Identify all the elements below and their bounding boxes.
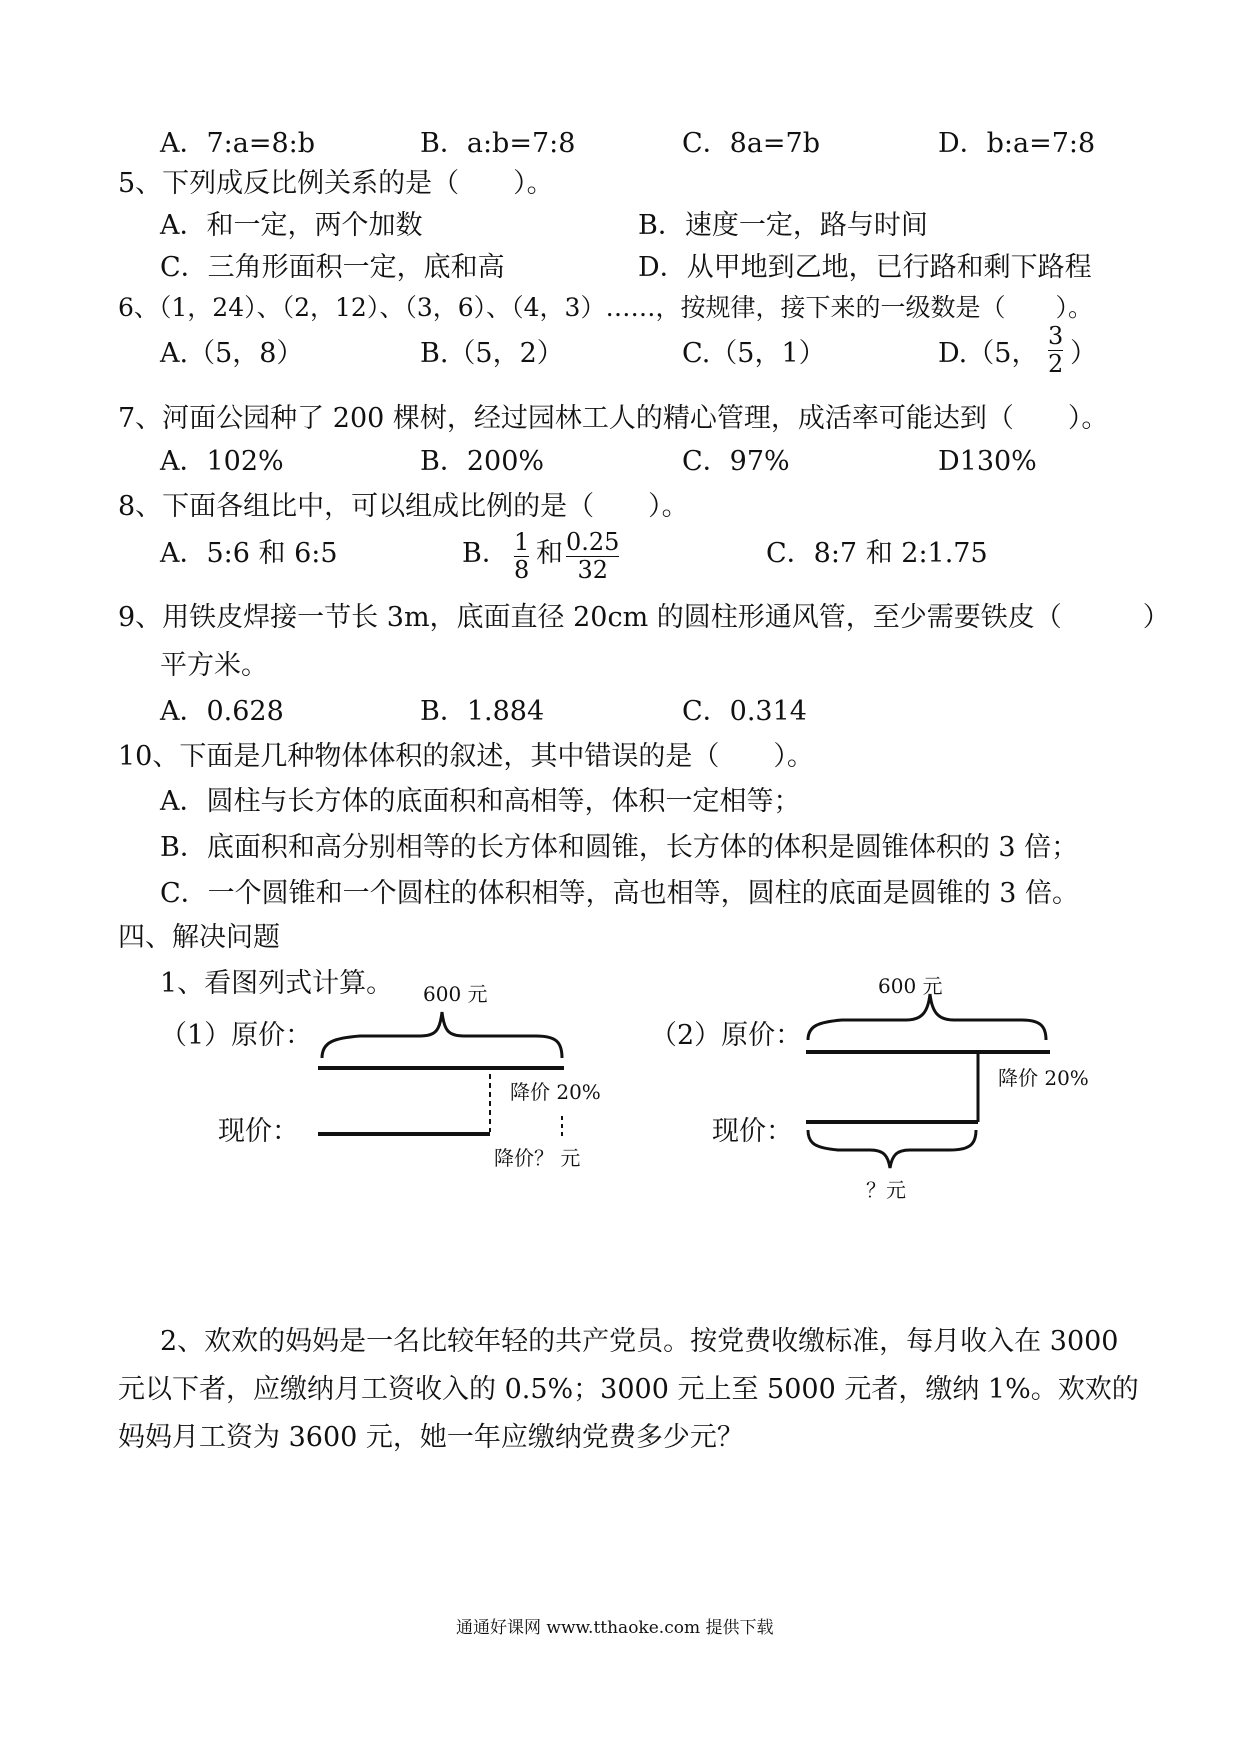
fraction-numerator: 0.25 [566,528,620,556]
q5-option-d: D．从甲地到乙地，已行路和剩下路程 [638,252,1092,283]
problem-2-line-3: 妈妈月工资为 3600 元，她一年应缴纳党费多少元？ [118,1422,744,1453]
diagram-2-bottom-label: ？元 [866,1178,906,1202]
q5-option-b: B．速度一定，路与时间 [638,210,928,241]
diagram-2-bottom-brace [808,1130,976,1168]
fraction-denominator: 2 [1048,350,1064,379]
q4-option-b: B．a:b=7:8 [420,128,576,159]
diagram-1-current-price-label: 现价： [218,1116,299,1147]
q8-option-b-prefix: B． [462,538,509,569]
diagram-1-cut-amount-label: 降价？ 元 [494,1146,581,1170]
problem-1-stem: 1、看图列式计算。 [160,968,394,999]
problem-2-line-1: 2、欢欢的妈妈是一名比较年轻的共产党员。按党费收缴标准，每月收入在 3000 [160,1326,1119,1357]
q4-option-c: C．8a=7b [682,128,821,159]
q9-stem: 9、用铁皮焊接一节长 3m，底面直径 20cm 的圆柱形通风管，至少需要铁皮（ ） [118,602,1170,633]
diagram-2-top-brace [808,994,1046,1040]
q5-option-a: A．和一定，两个加数 [160,210,423,241]
q5-stem: 5、下列成反比例关系的是（ ）。 [118,168,554,199]
q7-option-a: A．102% [160,446,284,477]
q7-option-b: B．200% [420,446,545,477]
diagram-2-original-price-label: （2）原价： [650,1020,803,1051]
q8-option-a: A．5:6 和 6:5 [160,538,338,569]
q6-option-d-prefix: D.（5， [938,338,1039,369]
fraction-numerator: 3 [1048,322,1064,350]
q10-option-c: C．一个圆锥和一个圆柱的体积相等，高也相等，圆柱的底面是圆锥的 3 倍。 [160,878,1080,909]
q4-option-d: D．b:a=7:8 [938,128,1096,159]
fraction-denominator: 32 [577,556,608,585]
diagram-1-original-price-label: （1）原价： [160,1020,313,1051]
q8-stem: 8、下面各组比中，可以组成比例的是（ ）。 [118,491,689,522]
diagram-2-total-label: 600 元 [878,974,943,998]
q9-option-a: A．0.628 [160,696,284,727]
q5-option-c: C．三角形面积一定，底和高 [160,252,505,283]
problem-2-line-2: 元以下者，应缴纳月工资收入的 0.5%；3000 元上至 5000 元者，缴纳 1%。欢欢的 [118,1374,1139,1405]
q7-option-c: C．97% [682,446,790,477]
fraction-denominator: 8 [514,556,530,585]
q10-option-b: B．底面积和高分别相等的长方体和圆锥，长方体的体积是圆锥体积的 3 倍； [160,832,1079,863]
q9-option-c: C．0.314 [682,696,807,727]
q10-stem: 10、下面是几种物体体积的叙述，其中错误的是（ ）。 [118,741,814,772]
diagram-2-cut-label: 降价 20% [998,1066,1089,1090]
q7-stem: 7、河面公园种了 200 棵树，经过园林工人的精心管理，成活率可能达到（ ）。 [118,403,1109,434]
q6-option-a: A.（5，8） [160,338,304,369]
q8-option-b-and: 和 [536,538,563,569]
q9-option-b: B．1.884 [420,696,545,727]
q9-stem-continued: 平方米。 [160,650,268,681]
q6-option-d-suffix: ） [1070,338,1097,369]
section-title: 四、解决问题 [118,922,280,953]
diagram-1-cut-label: 降价 20% [510,1080,601,1104]
diagram-2-current-price-label: 现价： [712,1116,793,1147]
q4-option-a: A．7:a=8:b [160,128,316,159]
q6-stem: 6、（1，24）、（2，12）、（3，6）、（4，3）……，按规律，接下来的一级数是（ ）。 [118,293,1093,322]
q7-option-d: D130% [938,446,1037,477]
q8-option-c: C．8:7 和 2:1.75 [766,538,988,569]
fraction-numerator: 1 [514,528,530,556]
q10-option-a: A．圆柱与长方体的底面积和高相等，体积一定相等； [160,786,801,817]
diagram-1-top-brace [322,1012,562,1058]
q6-option-b: B.（5，2） [420,338,564,369]
diagram-1-total-label: 600 元 [423,982,488,1006]
page-footer: 通通好课网 www.tthaoke.com 提供下载 [456,1618,774,1638]
q6-option-c: C.（5，1） [682,338,826,369]
